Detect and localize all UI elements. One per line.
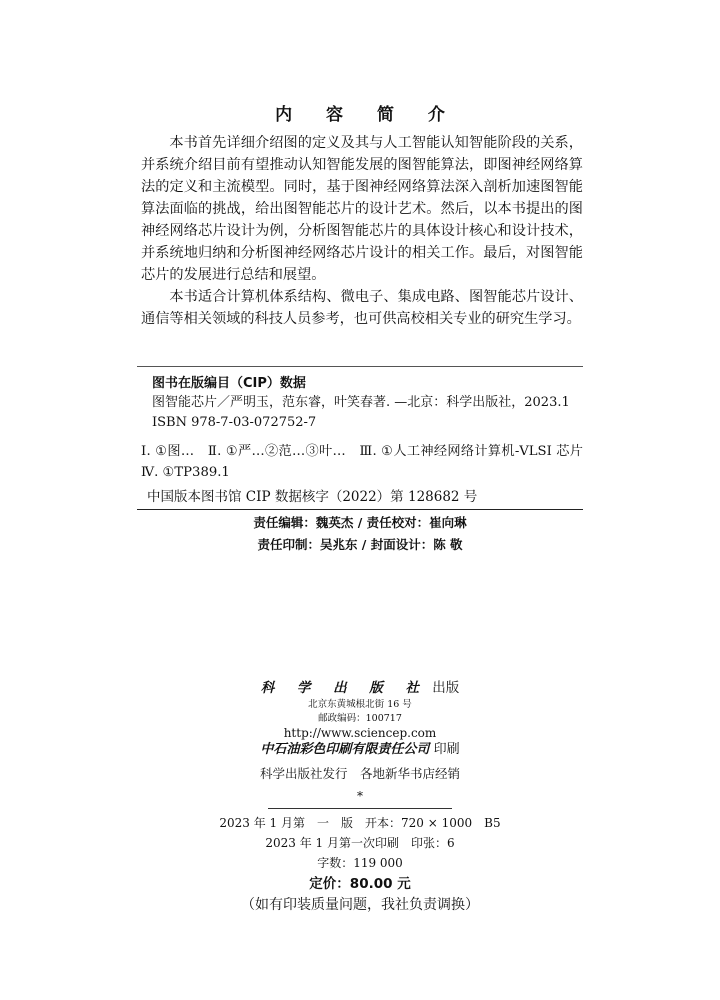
page-title: 内 容 简 介 bbox=[275, 105, 459, 125]
cip-data-block bbox=[137, 366, 597, 510]
separator-rule bbox=[268, 808, 452, 809]
printer-name: 中石油彩色印刷有限责任公司 bbox=[260, 742, 430, 757]
printer-suffix: 印刷 bbox=[433, 742, 460, 757]
summary-paragraph-1: 本书首先详细介绍图的定义及其与人工智能认知智能阶段的关系，并系统介绍目前有望推动认知智能发展的图智能算法，即图神经网络算法的定义和主流模型。同时，基于图神经网络算法深入剖析加速图智能算法面临的挑战，给出图智能芯片的设计艺术。然后，以本书提出的图神经网络芯片设计为例，分析图智能芯片的具体设计核心和设计技术，并系统地归纳和分析图神经网络芯片设计的相关工作。最后，对图智能芯片的发展进行总结和展望。 bbox=[141, 135, 583, 283]
publisher-postcode: 邮政编码：100717 bbox=[318, 713, 402, 724]
cip-classification: Ⅰ. ①图… Ⅱ. ①严…②范…③叶… Ⅲ. ①人工神经网络计算机-VLSI 芯片 Ⅳ. ①TP389.1 bbox=[141, 444, 597, 480]
cip-top-rule bbox=[137, 366, 583, 367]
separator-star: * bbox=[357, 789, 363, 803]
publication-info bbox=[0, 678, 720, 915]
price: 定价：80.00 元 bbox=[309, 876, 411, 892]
publisher-url: http://www.sciencep.com bbox=[283, 726, 437, 740]
printer-line bbox=[0, 740, 720, 760]
cip-title-line: 图智能芯片／严明玉，范东睿，叶笑春著. —北京：科学出版社，2023.1 bbox=[152, 395, 570, 410]
publisher-suffix: 出版 bbox=[432, 680, 460, 696]
publisher-address: 北京东黄城根北街 16 号 bbox=[308, 699, 412, 710]
cip-bottom-rule bbox=[137, 509, 583, 510]
publisher-line bbox=[0, 678, 720, 698]
word-count: 字数：119 000 bbox=[317, 856, 403, 870]
quality-note: （如有印装质量问题，我社负责调换） bbox=[241, 897, 479, 913]
summary-paragraph-2: 本书适合计算机体系结构、微电子、集成电路、图智能芯片设计、通信等相关领域的科技人员参考，也可供高校相关专业的研究生学习。 bbox=[141, 289, 583, 327]
cip-heading: 图书在版编目（CIP）数据 bbox=[152, 376, 306, 391]
cip-verification-number: 中国版本图书馆 CIP 数据核字（2022）第 128682 号 bbox=[147, 489, 478, 505]
staff-line-2: 责任印制：吴兆东 / 封面设计：陈 敬 bbox=[257, 537, 463, 552]
content-summary bbox=[141, 132, 583, 330]
staff-line-1: 责任编辑：魏英杰 / 责任校对：崔向琳 bbox=[253, 515, 467, 530]
cip-isbn: ISBN 978-7-03-072752-7 bbox=[152, 415, 317, 430]
editorial-staff bbox=[0, 512, 720, 556]
distribution-line: 科学出版社发行 各地新华书店经销 bbox=[259, 766, 460, 781]
publisher-name: 科 学 出 版 社 bbox=[260, 680, 428, 696]
printing-line: 2023 年 1 月第一次印刷 印张：6 bbox=[265, 836, 455, 850]
edition-line: 2023 年 1 月第 一 版 开本：720 × 1000 B5 bbox=[219, 816, 501, 830]
